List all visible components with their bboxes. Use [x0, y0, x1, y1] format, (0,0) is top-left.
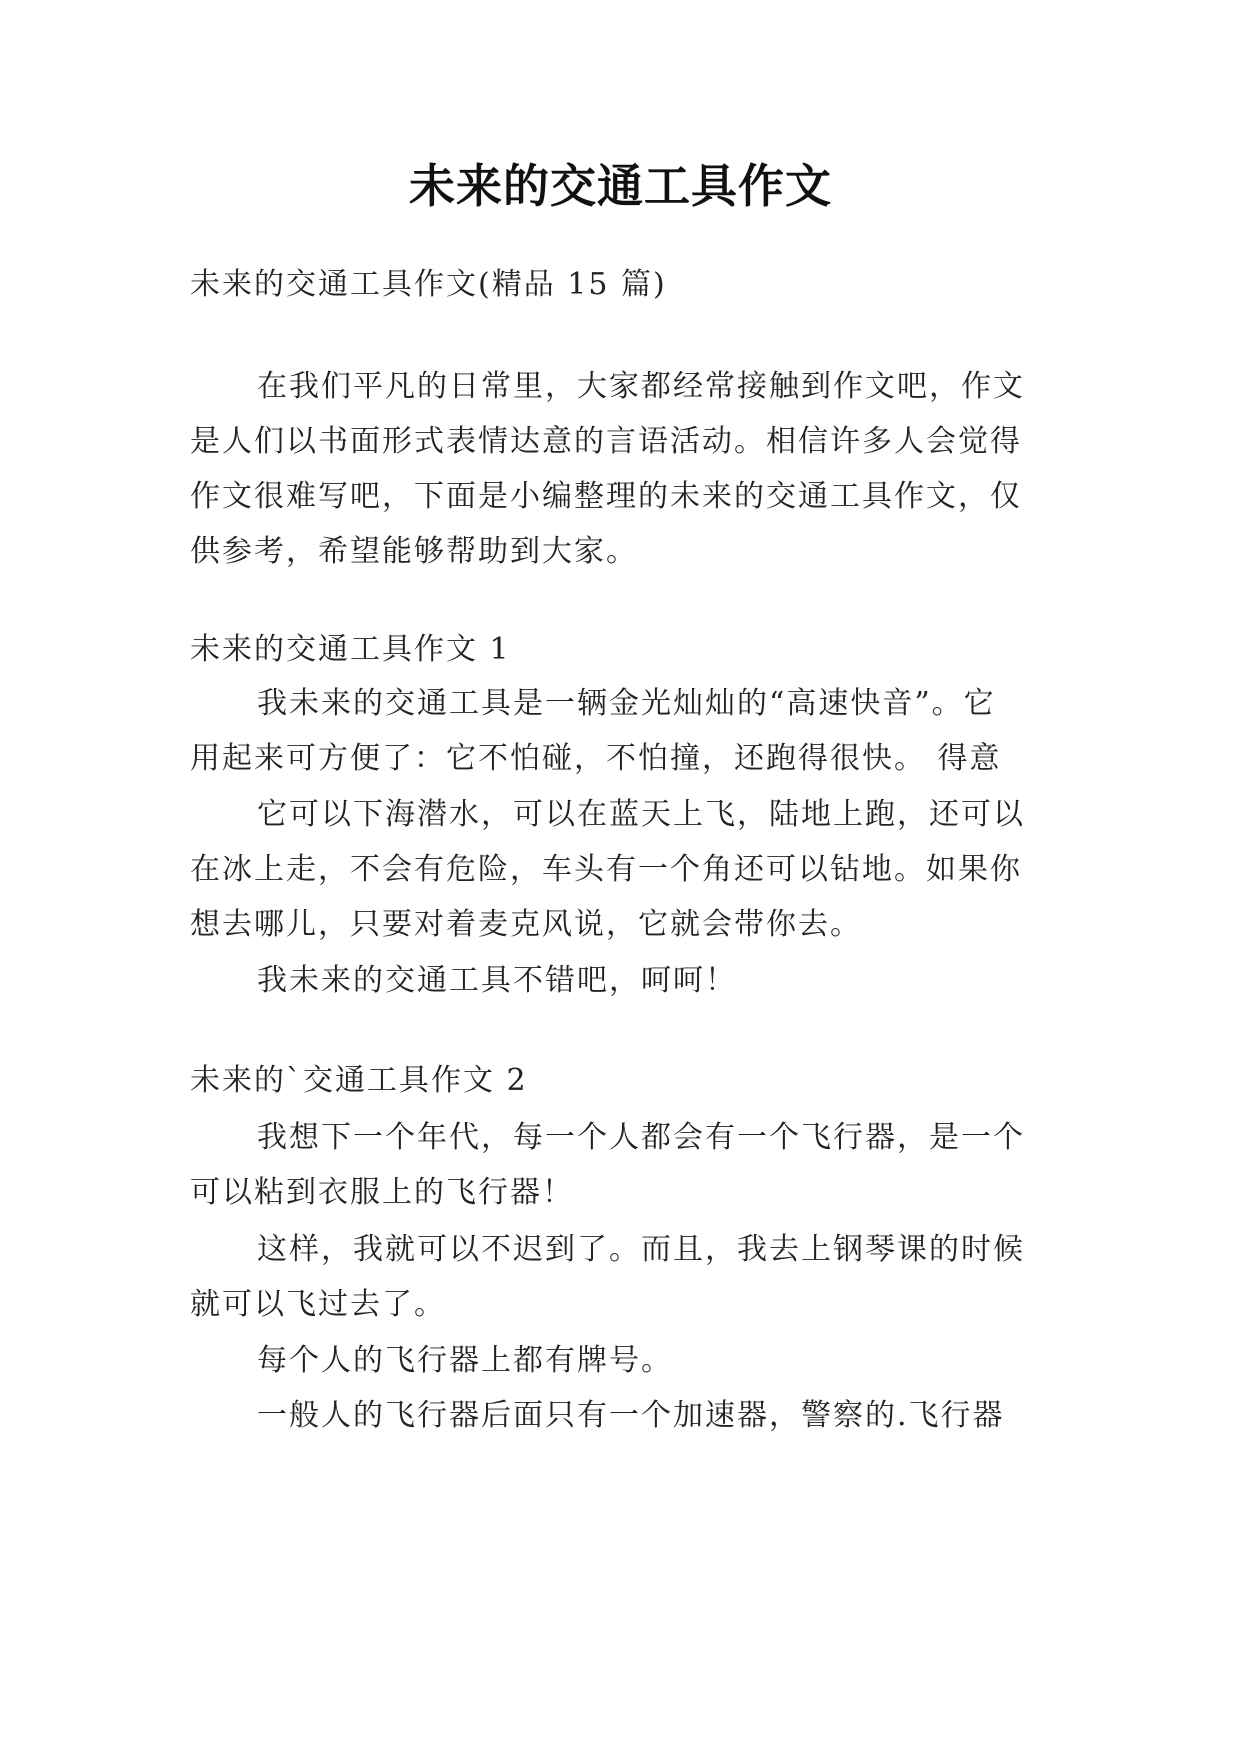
essay-heading: 未来的`交通工具作文 2 — [190, 1063, 528, 1098]
essay-line: 一般人的飞行器后面只有一个加速器，警察的.飞行器 — [257, 1398, 1005, 1433]
intro-line: 作文很难写吧，下面是小编整理的未来的交通工具作文，仅 — [190, 479, 1022, 514]
essay-line: 可以粘到衣服上的飞行器！ — [190, 1175, 574, 1210]
intro-line: 是人们以书面形式表情达意的言语活动。相信许多人会觉得 — [190, 424, 1022, 459]
essay-line: 想去哪儿，只要对着麦克风说，它就会带你去。 — [190, 907, 862, 942]
essay-line: 我未来的交通工具是一辆金光灿灿的“高速快音”。它 — [257, 686, 996, 721]
intro-line: 在我们平凡的日常里，大家都经常接触到作文吧，作文 — [257, 369, 1025, 404]
essay-line: 用起来可方便了：它不怕碰，不怕撞，还跑得很快。 得意 — [190, 741, 1002, 776]
essay-line: 这样，我就可以不迟到了。而且，我去上钢琴课的时候 — [257, 1232, 1025, 1267]
intro-line: 供参考，希望能够帮助到大家。 — [190, 534, 638, 569]
essay-line: 每个人的飞行器上都有牌号。 — [257, 1343, 673, 1378]
essay-line: 它可以下海潜水，可以在蓝天上飞，陆地上跑，还可以 — [257, 797, 1025, 832]
essay-line: 我未来的交通工具不错吧，呵呵！ — [257, 963, 737, 998]
essay-line: 就可以飞过去了。 — [190, 1287, 446, 1322]
document-title: 未来的交通工具作文 — [409, 159, 832, 213]
essay-heading: 未来的交通工具作文 1 — [190, 632, 511, 667]
essay-line: 在冰上走，不会有危险，车头有一个角还可以钻地。如果你 — [190, 852, 1022, 887]
essay-line: 我想下一个年代，每一个人都会有一个飞行器，是一个 — [257, 1120, 1025, 1155]
document-subtitle: 未来的交通工具作文(精品 15 篇) — [190, 267, 667, 302]
